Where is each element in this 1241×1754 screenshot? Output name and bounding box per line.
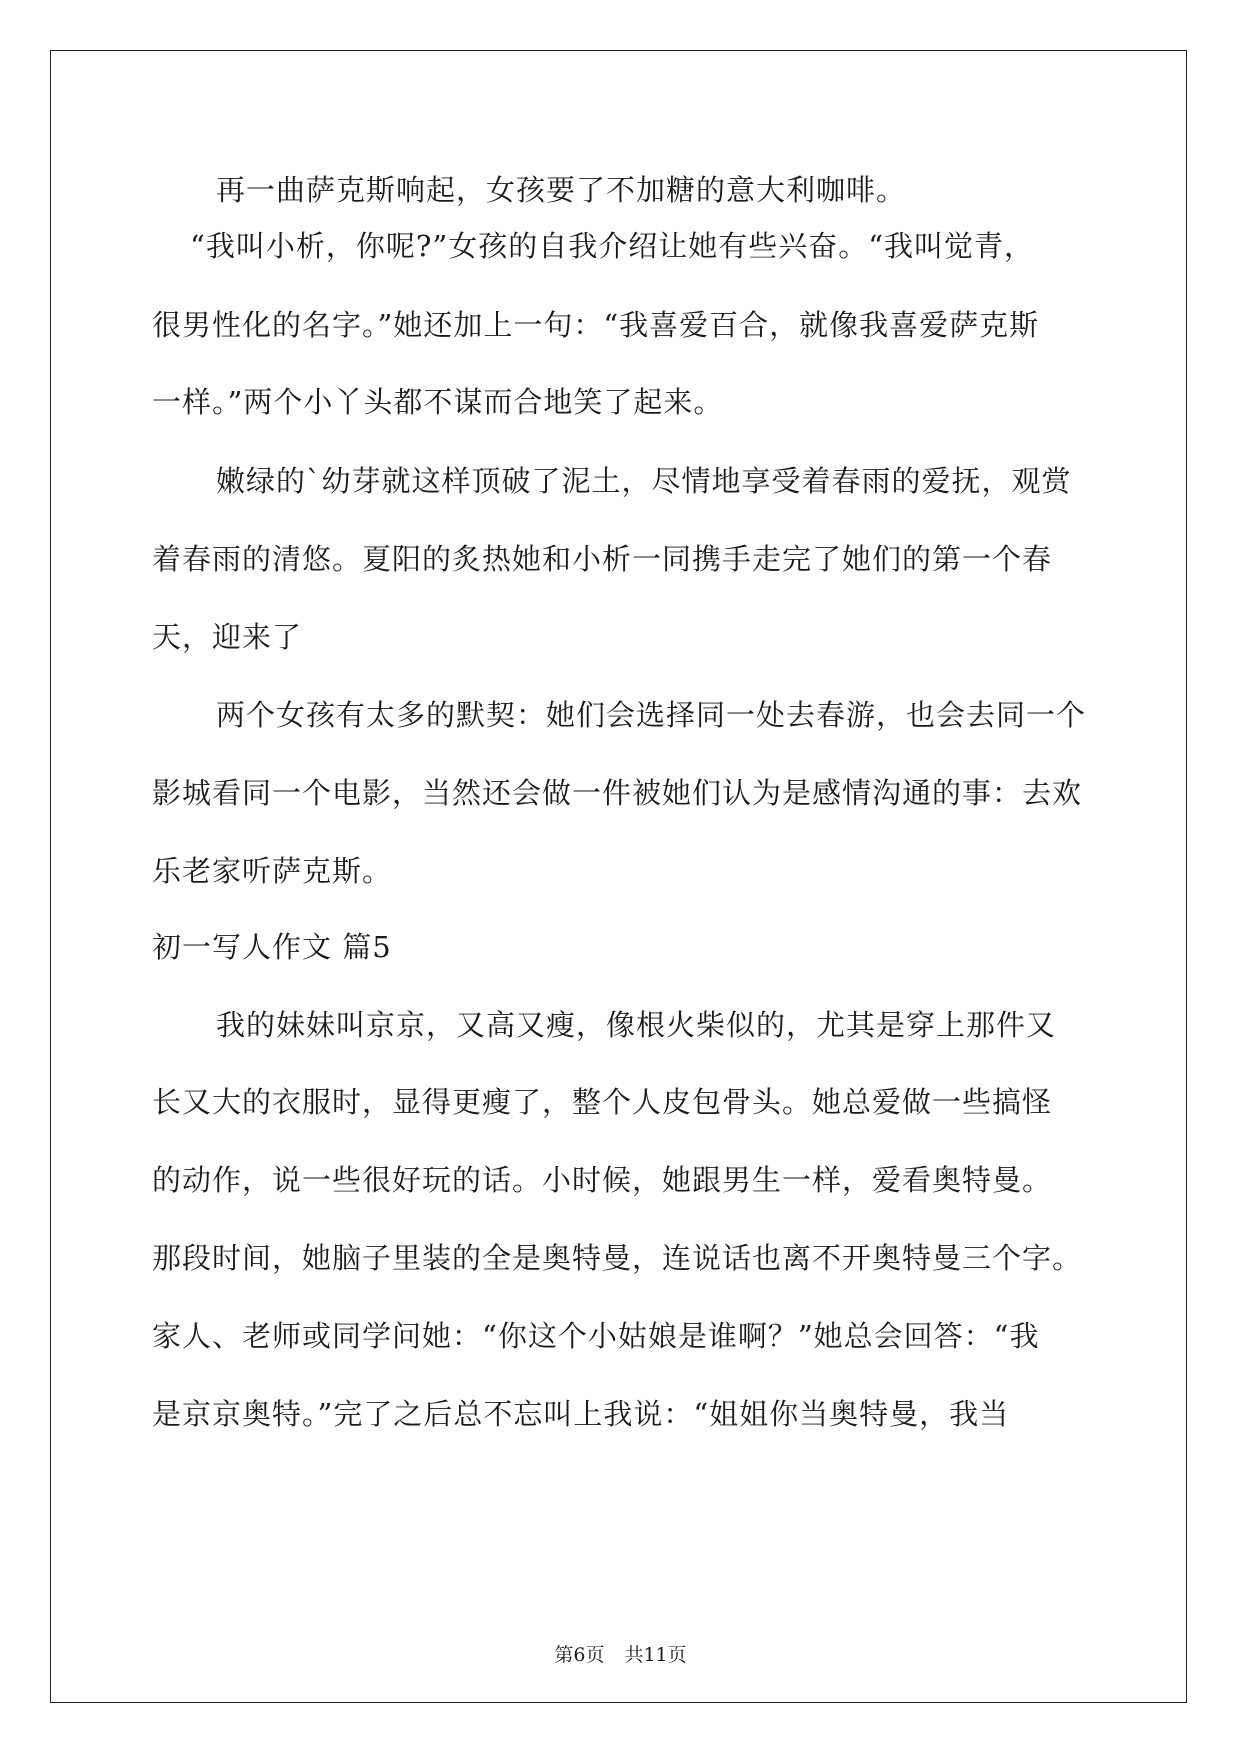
paragraph-line: 我的妹妹叫京京，又高又瘦，像根火柴似的，尤其是穿上那件又: [216, 1008, 1057, 1042]
paragraph-line: 嫩绿的`幼芽就这样顶破了泥土，尽情地享受着春雨的爱抚，观赏: [216, 464, 1072, 498]
paragraph-line: 天，迎来了: [152, 620, 303, 654]
paragraph-line: 一样。”两个小丫头都不谋而合地笑了起来。: [152, 385, 724, 419]
paragraph-line: 是京京奥特。”完了之后总不忘叫上我说：“姐姐你当奥特曼，我当: [152, 1397, 1010, 1431]
paragraph-line: 再一曲萨克斯响起，女孩要了不加糖的意大利咖啡。: [216, 173, 907, 207]
paragraph-line: 家人、老师或同学问她：“你这个小姑娘是谁啊？”她总会回答：“我: [152, 1319, 1040, 1353]
section-heading: 初一写人作文 篇5: [152, 930, 392, 964]
paragraph-line: 很男性化的名字。”她还加上一句：“我喜爱百合，就像我喜爱萨克斯: [152, 308, 1040, 342]
paragraph-line: 两个女孩有太多的默契：她们会选择同一处去春游，也会去同一个: [216, 698, 1087, 732]
paragraph-line: “我叫小析，你呢?”女孩的自我介绍让她有些兴奋。“我叫觉青，: [190, 229, 1035, 263]
paragraph-line: 那段时间，她脑子里装的全是奥特曼，连说话也离不开奥特曼三个字。: [152, 1241, 1083, 1275]
paragraph-line: 长又大的衣服时，显得更瘦了，整个人皮包骨头。她总爱做一些搞怪: [152, 1085, 1053, 1119]
paragraph-line: 乐老家听萨克斯。: [152, 854, 393, 888]
paragraph-line: 影城看同一个电影，当然还会做一件被她们认为是感情沟通的事：去欢: [152, 776, 1083, 810]
page-number: 第6页: [554, 1644, 605, 1666]
page-footer: [0, 1643, 1241, 1667]
paragraph-line: 着春雨的清悠。夏阳的炙热她和小析一同携手走完了她们的第一个春: [152, 542, 1053, 576]
paragraph-line: 的动作，说一些很好玩的话。小时候，她跟男生一样，爱看奥特曼。: [152, 1163, 1053, 1197]
total-pages: 共11页: [624, 1644, 687, 1666]
